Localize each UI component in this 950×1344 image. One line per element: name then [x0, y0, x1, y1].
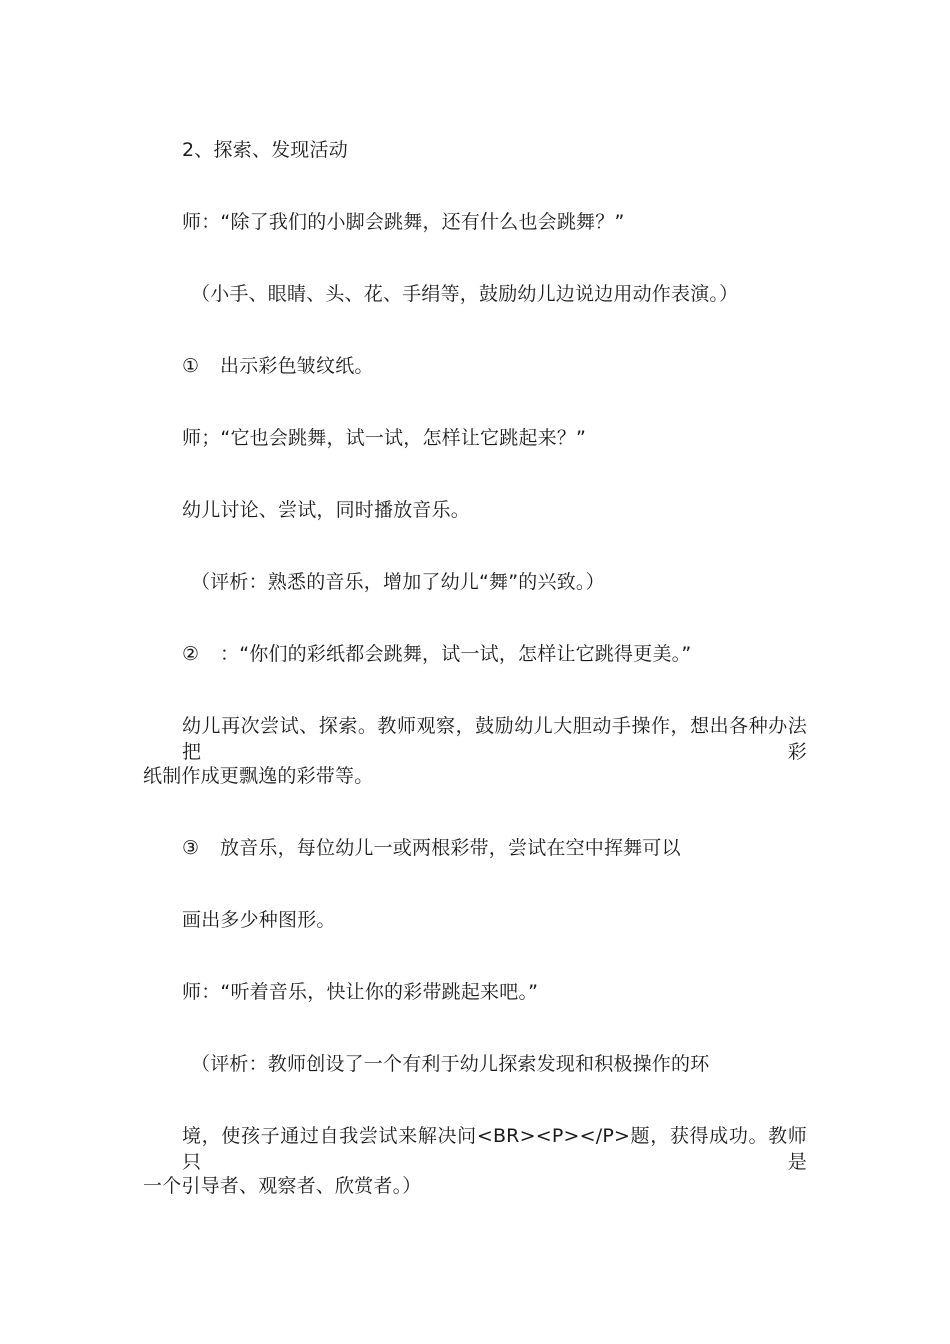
- teacher-instruction: 师：“听着音乐，快让你的彩带跳起来吧。”: [182, 981, 539, 1003]
- step-3-continued: 画出多少种图形。: [182, 909, 336, 931]
- section-heading: 2、探索、发现活动: [182, 139, 348, 161]
- commentary-1: （评析：熟悉的音乐，增加了幼儿“舞”的兴致。）: [191, 571, 605, 593]
- teacher-question: 师：“除了我们的小脚会跳舞，还有什么也会跳舞？”: [182, 211, 625, 233]
- paragraph-line: 幼儿再次尝试、探索。教师观察，鼓励幼儿大胆动手操作，想出各种办法把彩: [182, 715, 807, 763]
- children-answer-note: （小手、眼睛、头、花、手绢等，鼓励幼儿边说边用动作表演。）: [191, 283, 739, 305]
- step-1-text: 出示彩色皱纹纸。: [220, 355, 374, 377]
- step-3-marker: ③: [182, 837, 200, 859]
- step-1-marker: ①: [182, 355, 200, 377]
- commentary-2-end: 一个引导者、观察者、欣赏者。）: [143, 1175, 422, 1197]
- step-3: [182, 835, 681, 861]
- children-discussion: 幼儿讨论、尝试，同时播放音乐。: [182, 499, 471, 521]
- commentary-2-continued: 境，使孩子通过自我尝试来解决问<BR><P></P>题，获得成功。教师只是: [182, 1125, 807, 1173]
- commentary-2: （评析：教师创设了一个有利于幼儿探索发现和积极操作的环: [191, 1053, 710, 1075]
- step-2: [182, 641, 691, 667]
- step-1: [182, 353, 374, 379]
- step-2-text: ：“你们的彩纸都会跳舞，试一试，怎样让它跳得更美。”: [220, 643, 692, 665]
- step-2-marker: ②: [182, 643, 200, 665]
- teacher-prompt: 师；“它也会跳舞，试一试，怎样让它跳起来？”: [182, 427, 587, 449]
- paragraph-line-continued: 纸制作成更飘逸的彩带等。: [143, 765, 374, 787]
- step-3-text: 放音乐，每位幼儿一或两根彩带，尝试在空中挥舞可以: [220, 837, 681, 859]
